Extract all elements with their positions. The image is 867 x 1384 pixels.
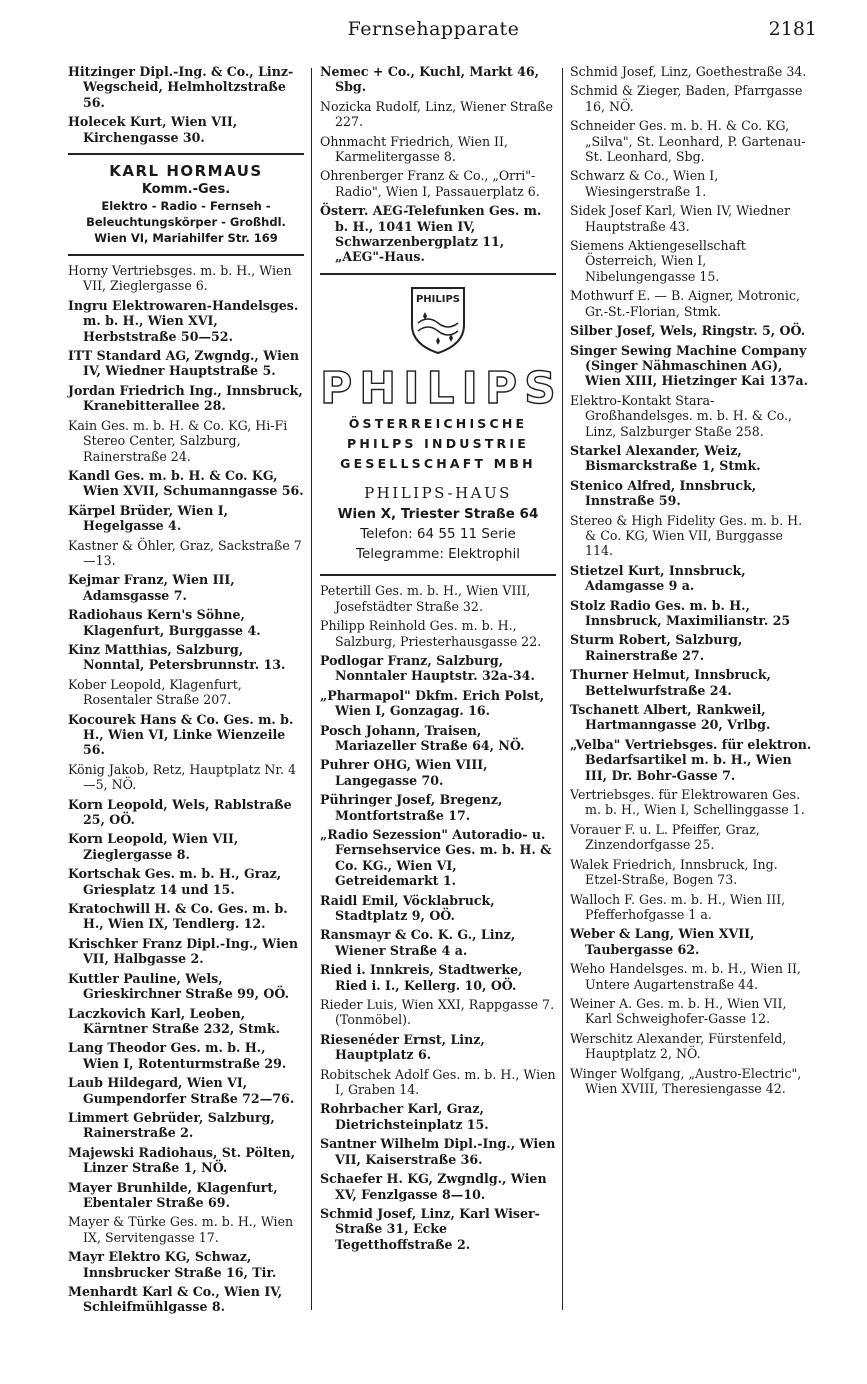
entry-list [320, 64, 556, 265]
directory-entry: Walek Friedrich, Innsbruck, Ing. Etzel-Straße, Bogen 73. [570, 856, 778, 888]
directory-entry: Limmert Gebrüder, Salzburg, Rainerstraße 2. [68, 1109, 275, 1141]
divider [320, 574, 556, 576]
directory-entry: Majewski Radiohaus, St. Pölten, Linzer Straße 1, NÖ. [68, 1144, 296, 1176]
entry-list [570, 64, 814, 1096]
column-right [570, 64, 814, 1100]
column-left [68, 64, 304, 1319]
directory-entry: Rieder Luis, Wien XXI, Rappgasse 7. (Tonmöbel). [320, 997, 555, 1028]
directory-entry: Raidl Emil, Vöcklabruck, Stadtplatz 9, OÖ. [320, 892, 495, 923]
directory-entry: Weho Handelsges. m. b. H., Wien II, Untere Augartenstraße 44. [570, 961, 801, 992]
directory-entry: Vorauer F. u. L. Pfeiffer, Graz, Zinzendorfgasse 25. [570, 821, 760, 853]
directory-entry: Horny Vertriebsges. m. b. H., Wien VII, Zieglergasse 6. [68, 263, 292, 294]
directory-entry: Schwarz & Co., Wien I, Wiesingerstraße 1. [570, 168, 719, 199]
directory-entry: Weiner A. Ges. m. b. H., Wien VII, Karl Schweighofer-Gasse 12. [570, 995, 787, 1027]
philips-address: Wien X, Triester Straße 64 [337, 506, 539, 523]
philips-wordmark: PHILIPS [320, 363, 563, 415]
shield-logo-text: PHILIPS [415, 293, 461, 305]
philips-line-1: ÖSTERREICHISCHE [348, 416, 528, 432]
directory-entry: Kejmar Franz, Wien III, Adamsgasse 7. [68, 572, 235, 603]
directory-entry: Schneider Ges. m. b. H. & Co. KG, „Silva", St. Leonhard, P. Gartenau-St. Leonhard, Sbg. [570, 118, 806, 165]
directory-entry: Stolz Radio Ges. m. b. H., Innsbruck, Maximilianstr. 25 [570, 597, 791, 628]
directory-entry: Nozicka Rudolf, Linz, Wiener Straße 227. [320, 98, 553, 130]
directory-entry: Kocourek Hans & Co. Ges. m. b. H., Wien VI, Linke Wienzeile 56. [68, 711, 294, 758]
directory-entry: Riesenéder Ernst, Linz, Hauptplatz 6. [320, 1031, 485, 1063]
directory-entry: Kastner & Öhler, Graz, Sackstraße 7—13. [68, 537, 302, 568]
directory-entry: Jordan Friedrich Ing., Innsbruck, Kranebitterallee 28. [68, 382, 303, 414]
philips-telegram: Telegramme: Elektrophil [356, 546, 520, 563]
directory-entry: Starkel Alexander, Weiz, Bismarckstraße 1, Stmk. [570, 442, 761, 474]
directory-entry: Ingru Elektrowaren-Handelsges. m. b. H., Wien XVI, Herbststraße 50—52. [68, 297, 299, 344]
entry-list [68, 263, 304, 1315]
directory-entry: Kratochwill H. & Co. Ges. m. b. H., Wien IX, Tendlerg. 12. [68, 901, 288, 932]
directory-entry: Robitschek Adolf Ges. m. b. H., Wien I, Graben 14. [320, 1066, 556, 1098]
directory-entry: Werschitz Alexander, Fürstenfeld, Hauptplatz 2, NÖ. [570, 1030, 787, 1062]
ad-address: Wien VI, Mariahilfer Str. 169 [94, 231, 278, 246]
directory-entry: Mayr Elektro KG, Schwaz, Innsbrucker Straße 16, Tir. [68, 1249, 277, 1280]
directory-entry: Elektro-Kontakt Stara-Großhandelsges. m. b. H. & Co., Linz, Salzburger Staße 258. [570, 392, 793, 439]
ad-business-line: Elektro - Radio - Fernseh - Beleuchtungskörper - Großhdl. [86, 199, 286, 230]
column-divider [311, 68, 312, 1310]
directory-entry: Holecek Kurt, Wien VII, Kirchengasse 30. [68, 114, 238, 145]
directory-entry: „Velba" Vertriebsges. für elektron. Bedarfsartikel m. b. H., Wien III, Dr. Bohr-Gasse 7. [570, 736, 812, 783]
directory-entry: Walloch F. Ges. m. b. H., Wien III, Pfefferhofgasse 1 a. [570, 891, 786, 922]
directory-entry: Puhrer OHG, Wien VIII, Langegasse 70. [320, 757, 488, 788]
directory-entry: Tschanett Albert, Rankweil, Hartmanngasse 20, Vrlbg. [570, 702, 771, 733]
directory-entry: Silber Josef, Wels, Ringstr. 5, OÖ. [570, 323, 806, 339]
directory-entry: Stenico Alfred, Innsbruck, Innstraße 59. [570, 477, 757, 509]
directory-entry: Ransmayr & Co. K. G., Linz, Wiener Straße 4 a. [320, 927, 516, 958]
directory-entry: Schmid Josef, Linz, Karl Wiser-Straße 31, Ecke Tegetthoffstraße 2. [320, 1205, 540, 1252]
directory-entry: Posch Johann, Traisen, Mariazeller Straße 64, NÖ. [320, 722, 525, 753]
philips-line-3: GESELLSCHAFT MBH [340, 456, 536, 472]
page-number: 2181 [768, 18, 817, 40]
directory-entry: Schaefer H. KG, Zwgndlg., Wien XV, Fenzlgasse 8—10. [320, 1171, 547, 1202]
directory-entry: Kortschak Ges. m. b. H., Graz, Griesplatz 14 und 15. [68, 866, 282, 897]
directory-entry: Kuttler Pauline, Wels, Grieskirchner Straße 99, OÖ. [68, 970, 289, 1002]
philips-house: PHILIPS-HAUS [364, 484, 512, 503]
divider [68, 153, 304, 155]
directory-entry: Ried i. Innkreis, Stadtwerke, Ried i. I., Kellerg. 10, OÖ. [320, 962, 523, 993]
directory-entry: Lang Theodor Ges. m. b. H., Wien I, Rotenturmstraße 29. [68, 1040, 287, 1071]
directory-entry: Kober Leopold, Klagenfurt, Rosentaler Straße 207. [68, 676, 242, 708]
directory-entry: Siemens Aktiengesellschaft Österreich, Wien I, Nibelungengasse 15. [570, 238, 746, 284]
directory-entry: Sidek Josef Karl, Wien IV, Wiedner Hauptstraße 43. [570, 203, 791, 234]
directory-entry: Kinz Matthias, Salzburg, Nonntal, Petersbrunnstr. 13. [68, 641, 286, 673]
column-middle [320, 64, 563, 1256]
philips-line-2: PHILPS INDUSTRIE [347, 436, 529, 452]
page-header [0, 0, 867, 44]
hormaus-ad [68, 162, 304, 246]
philips-phone: Telefon: 64 55 11 Serie [360, 526, 516, 543]
directory-entry: Kandl Ges. m. b. H. & Co. KG, Wien XVII, Schumanngasse 56. [68, 467, 304, 499]
philips-ad [320, 285, 563, 564]
directory-entry: Petertill Ges. m. b. H., Wien VIII, Josefstädter Straße 32. [320, 583, 531, 614]
directory-entry: Mayer Brunhilde, Klagenfurt, Ebentaler Straße 69. [68, 1179, 278, 1210]
divider [68, 254, 304, 256]
directory-entry: Winger Wolfgang, „Austro-Electric", Wien XVIII, Theresiengasse 42. [570, 1065, 802, 1096]
ad-company-type: Komm.-Ges. [141, 182, 231, 198]
directory-entry: Schmid Josef, Linz, Goethestraße 34. [570, 64, 807, 79]
directory-entry: Kärpel Brüder, Wien I, Hegelgasse 4. [68, 502, 229, 534]
directory-entry: Österr. AEG-Telefunken Ges. m. b. H., 1041 Wien IV, Schwarzenbergplatz 11, „AEG"-Haus. [320, 203, 542, 265]
directory-entry: Hitzinger Dipl.-Ing. & Co., Linz-Wegscheid, Helmholtzstraße 56. [68, 64, 294, 110]
directory-entry: Rohrbacher Karl, Graz, Dietrichsteinplatz 15. [320, 1101, 489, 1132]
directory-entry: Stietzel Kurt, Innsbruck, Adamgasse 9 a. [570, 562, 746, 594]
directory-entry: „Pharmapol" Dkfm. Erich Polst, Wien I, Gonzagag. 16. [320, 687, 545, 719]
directory-entry: Mayer & Türke Ges. m. b. H., Wien IX, Servitengasse 17. [68, 1214, 294, 1245]
directory-entry: Krischker Franz Dipl.-Ing., Wien VII, Halbgasse 2. [68, 935, 299, 967]
directory-entry: Singer Sewing Machine Company (Singer Nähmaschinen AG), Wien XIII, Hietzinger Kai 137a. [570, 342, 809, 389]
directory-entry: „Radio Sezession" Autoradio- u. Fernsehservice Ges. m. b. H. & Co. KG., Wien VI, Getreidemarkt 1. [320, 826, 552, 889]
ad-company-name: KARL HORMAUS [109, 162, 263, 181]
directory-entry: Vertriebsges. für Elektrowaren Ges. m. b. H., Wien I, Schellinggasse 1. [570, 787, 805, 818]
directory-entry: Mothwurf E. — B. Aigner, Motronic, Gr.-St.-Florian, Stmk. [570, 288, 801, 319]
page-title: Fernsehapparate [347, 18, 520, 40]
entry-list [68, 64, 304, 145]
directory-entry: Weber & Lang, Wien XVII, Taubergasse 62. [570, 926, 755, 957]
directory-entry: König Jakob, Retz, Hauptplatz Nr. 4—5, NÖ. [68, 761, 297, 793]
directory-entry: Menhardt Karl & Co., Wien IV, Schleifmühlgasse 8. [68, 1284, 283, 1315]
directory-entry: Pühringer Josef, Bregenz, Montfortstraße 17. [320, 792, 503, 823]
directory-entry: Ohnmacht Friedrich, Wien II, Karmelitergasse 8. [320, 133, 509, 165]
directory-entry: ITT Standard AG, Zwgndg., Wien IV, Wiedner Hauptstraße 5. [68, 348, 300, 379]
column-divider [562, 68, 563, 1310]
directory-entry: Laczkovich Karl, Leoben, Kärntner Straße 232, Stmk. [68, 1005, 280, 1036]
directory-entry: Laub Hildegard, Wien VI, Gumpendorfer Straße 72—76. [68, 1075, 295, 1106]
directory-entry: Korn Leopold, Wien VII, Zieglergasse 8. [68, 831, 239, 862]
entry-list [320, 583, 556, 1252]
directory-entry: Ohrenberger Franz & Co., „Orri"-Radio", Wien I, Passauerplatz 6. [320, 168, 540, 199]
directory-entry: Schmid & Zieger, Baden, Pfarrgasse 16, NÖ. [570, 83, 803, 114]
directory-entry: Santner Wilhelm Dipl.-Ing., Wien VII, Kaiserstraße 36. [320, 1136, 556, 1167]
directory-entry: Nemec + Co., Kuchl, Markt 46, Sbg. [320, 64, 539, 95]
directory-entry: Stereo & High Fidelity Ges. m. b. H. & Co. KG, Wien VII, Burggasse 114. [570, 512, 803, 559]
philips-shield-logo [408, 285, 468, 355]
directory-entry: Sturm Robert, Salzburg, Rainerstraße 27. [570, 632, 743, 663]
directory-entry: Philipp Reinhold Ges. m. b. H., Salzburg, Priesterhausgasse 22. [320, 618, 542, 649]
directory-entry: Korn Leopold, Wels, Rablstraße 25, OÖ. [68, 796, 292, 828]
directory-entry: Radiohaus Kern's Söhne, Klagenfurt, Burggasse 4. [68, 607, 261, 638]
divider [320, 273, 556, 275]
directory-entry: Podlogar Franz, Salzburg, Nonntaler Hauptstr. 32a-34. [320, 652, 535, 684]
directory-entry: Thurner Helmut, Innsbruck, Bettelwurfstraße 24. [570, 667, 771, 698]
directory-entry: Kain Ges. m. b. H. & Co. KG, Hi-Fi Stereo Center, Salzburg, Rainerstraße 24. [68, 417, 288, 464]
